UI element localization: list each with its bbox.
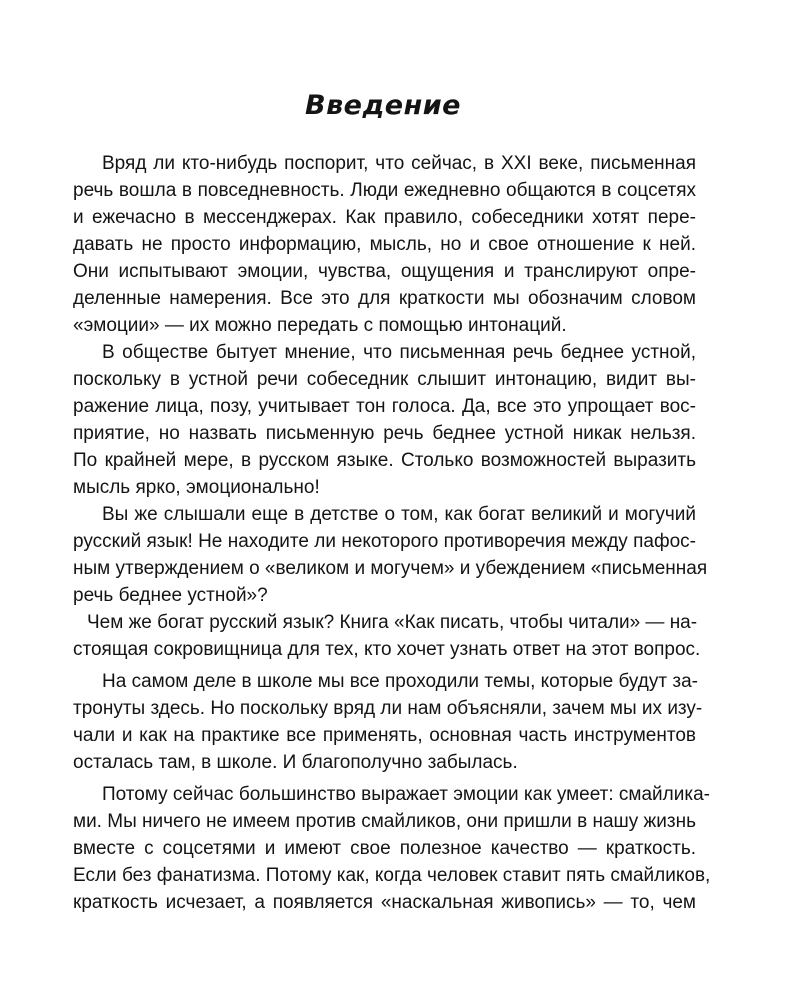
paragraph-3: [73, 501, 708, 609]
page-title: Введение: [305, 90, 461, 121]
text-line: ми. Мы ничего не имеем против смайликов, они пришли в нашу жизнь: [73, 811, 696, 832]
body-text: [73, 150, 711, 916]
text-line: русский язык! Не находите ли некоторого противоречия между пафос-: [73, 531, 696, 552]
text-line: деленные намерения. Все это для краткости мы обозначим словом: [73, 288, 696, 309]
text-line: Чем же богат русский язык? Книга «Как писать, чтобы читали» — на-: [87, 612, 698, 633]
text-line: поскольку в устной речи собеседник слышит интонацию, видит вы-: [73, 369, 696, 390]
text-line: и ежечасно в мессенджерах. Как правило, собеседники хотят пере-: [73, 207, 696, 228]
text-line: На самом деле в школе мы все проходили темы, которые будут за-: [102, 671, 698, 692]
text-line: стоящая сокровищница для тех, кто хочет узнать ответ на этот вопрос.: [73, 639, 701, 660]
text-line: По крайней мере, в русском языке. Столько возможностей выразить: [73, 450, 696, 471]
text-line: Потому сейчас большинство выражает эмоции как умеет: смайлика-: [102, 784, 710, 805]
paragraph-2: [73, 339, 696, 501]
text-line: «эмоции» — их можно передать с помощью интонаций.: [73, 315, 567, 336]
text-line: Они испытывают эмоции, чувства, ощущения и транслируют опре-: [73, 261, 696, 282]
paragraph-1: [73, 150, 696, 339]
text-line: В обществе бытует мнение, что письменная речь беднее устной,: [102, 342, 696, 363]
text-line: мысль ярко, эмоционально!: [73, 477, 320, 498]
text-line: Вы же слышали еще в детстве о том, как богат великий и могучий: [102, 504, 696, 525]
text-line: краткость исчезает, а появляется «наскальная живопись» — то, чем: [73, 892, 696, 913]
text-line: ным утверждением о «великом и могучем» и убеждением «письменная: [73, 558, 708, 579]
text-line: давать не просто информацию, мысль, но и свое отношение к ней.: [73, 234, 696, 255]
paragraph-5: [73, 668, 703, 776]
text-line: речь вошла в повседневность. Люди ежедневно общаются в соцсетях: [73, 180, 696, 201]
text-line: приятие, но назвать письменную речь беднее устной никак нельзя.: [73, 423, 696, 444]
text-line: речь беднее устной»?: [73, 585, 268, 606]
paragraph-6: [73, 781, 711, 916]
text-line: осталась там, в школе. И благополучно забылась.: [73, 752, 518, 773]
text-line: вместе с соцсетями и имеют свое полезное качество — краткость.: [73, 838, 696, 859]
paragraph-4: [73, 609, 701, 663]
text-line: Если без фанатизма. Потому как, когда человек ставит пять смайликов,: [73, 865, 711, 886]
text-line: Вряд ли кто-нибудь поспорит, что сейчас, в XXI веке, письменная: [102, 153, 696, 174]
text-line: ражение лица, позу, учитывает тон голоса. Да, все это упрощает вос-: [73, 396, 696, 417]
text-line: чали и как на практике все применять, основная часть инструментов: [73, 725, 696, 746]
text-line: тронуты здесь. Но поскольку вряд ли нам объясняли, зачем мы их изу-: [73, 698, 703, 719]
